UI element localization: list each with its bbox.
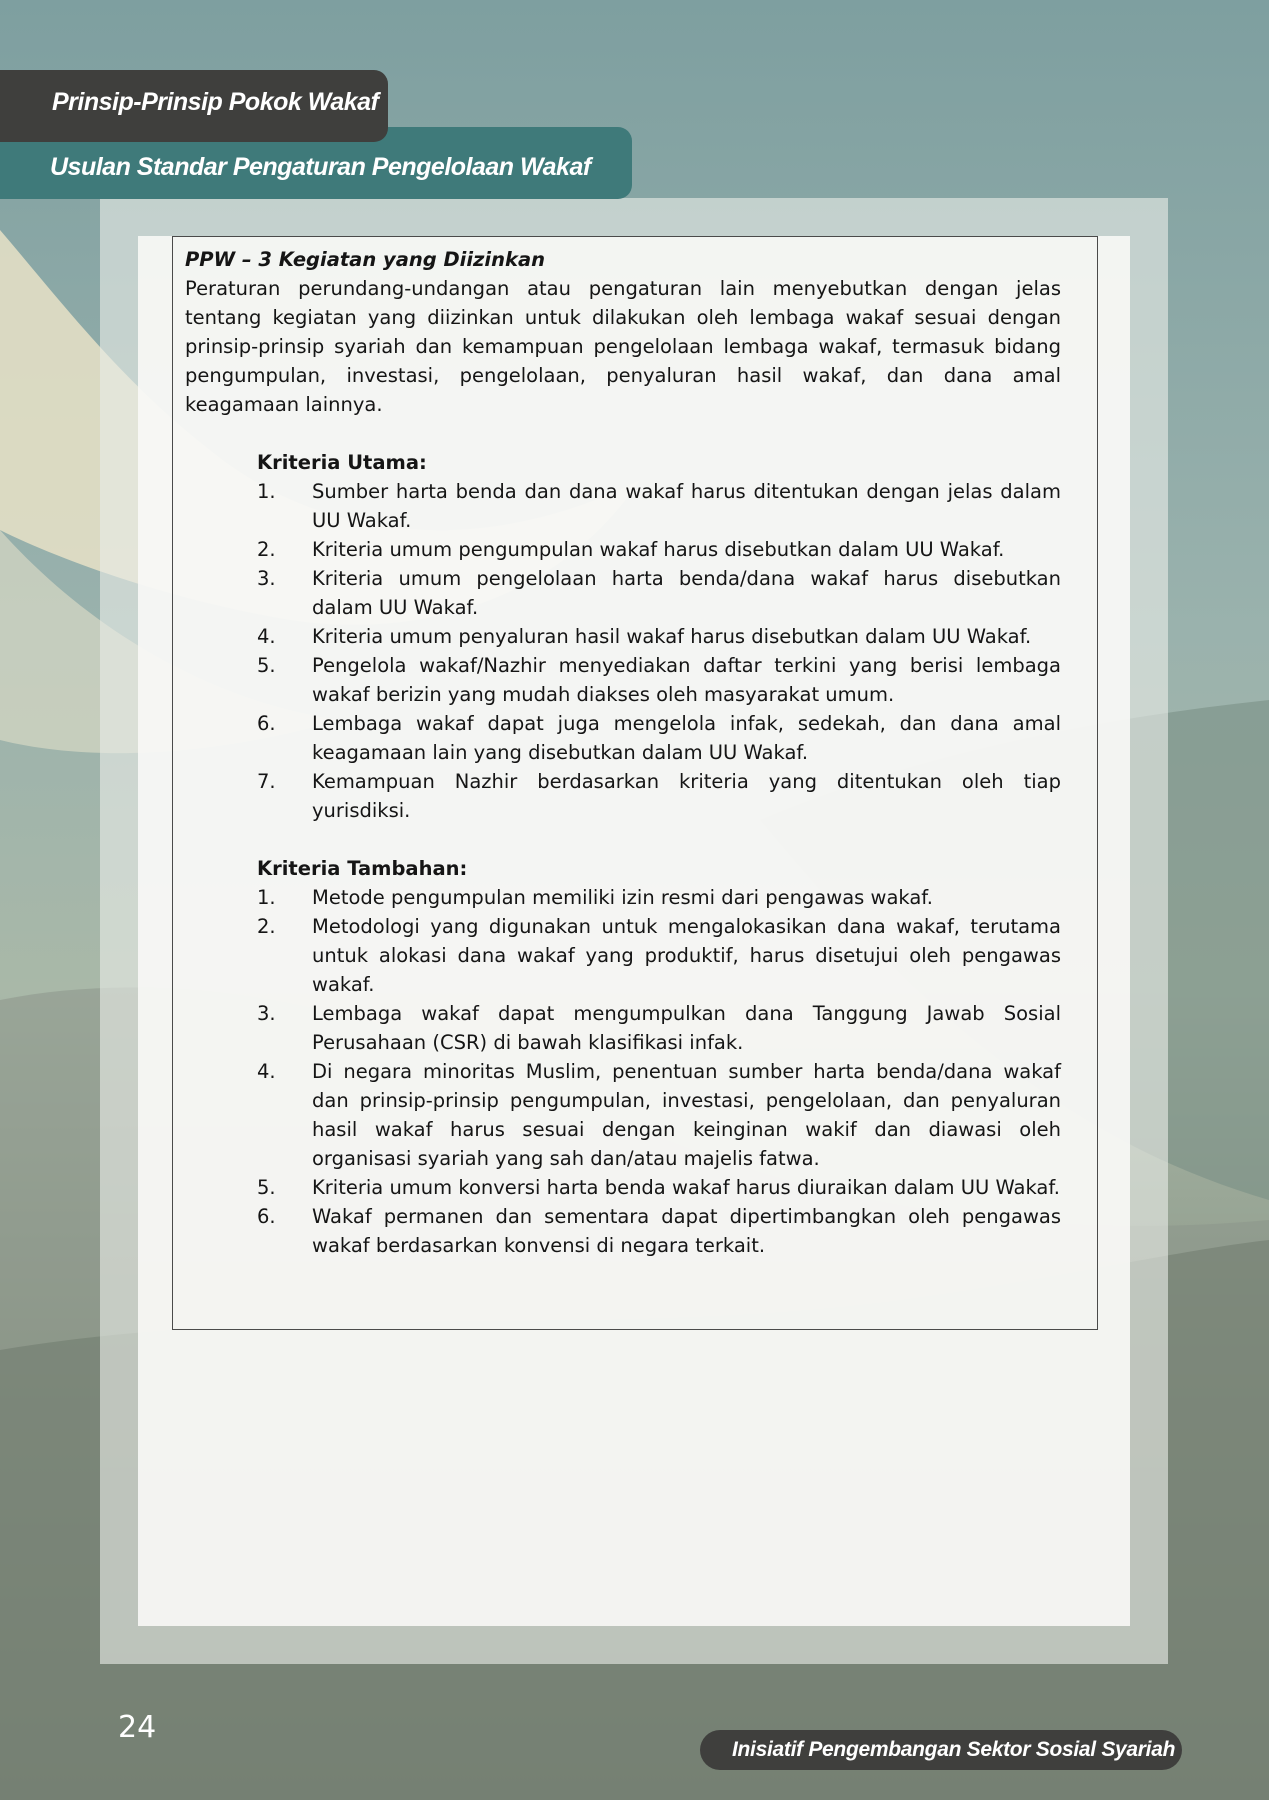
list-item [257,651,1061,709]
list-item [257,535,1061,564]
kriteria-utama-list [257,477,1061,825]
box-title: PPW – 3 Kegiatan yang Diizinkan [185,248,545,271]
list-item [257,477,1061,535]
list-number: 3. [257,567,276,590]
list-text: Kemampuan Nazhir berdasarkan kriteria yang ditentukan oleh tiap yurisdiksi. [312,770,1061,822]
list-number: 6. [257,712,276,735]
kriteria-tambahan-title: Kriteria Tambahan: [257,857,468,880]
footer-publication-pill [700,1730,1182,1770]
list-text: Pengelola wakaf/Nazhir menyediakan daftar terkini yang berisi lembaga wakaf berizin yang mudah diakses oleh masyarakat umum. [312,654,1061,706]
list-text: Lembaga wakaf dapat mengumpulkan dana Tanggung Jawab Sosial Perusahaan (CSR) di bawah klasifikasi infak. [312,1002,1061,1054]
list-text: Wakaf permanen dan sementara dapat dipertimbangkan oleh pengawas wakaf berdasarkan konvensi di negara terkait. [312,1205,1061,1257]
list-item [257,1202,1061,1260]
list-text: Kriteria umum pengelolaan harta benda/dana wakaf harus disebutkan dalam UU Wakaf. [312,567,1061,619]
list-number: 5. [257,1176,276,1199]
list-number: 1. [257,480,276,503]
list-number: 3. [257,1002,276,1025]
list-item [257,1057,1061,1173]
list-number: 5. [257,654,276,677]
publication-title: Inisiatif Pengembangan Sektor Sosial Syariah [732,1738,1176,1761]
list-number: 2. [257,538,276,561]
kriteria-utama-section [257,448,1061,825]
chapter-title: Prinsip-Prinsip Pokok Wakaf [52,88,379,116]
list-text: Kriteria umum penyaluran hasil wakaf harus disebutkan dalam UU Wakaf. [312,625,1032,648]
list-text: Di negara minoritas Muslim, penentuan sumber harta benda/dana wakaf dan prinsip-prinsip pengumpulan, investasi, pengelolaan, dan penyaluran hasil wakaf harus sesuai dengan keinginan wakif dan diawasi oleh organisasi syariah yang sah dan/atau majelis fatwa. [312,1060,1061,1170]
list-text: Sumber harta benda dan dana wakaf harus ditentukan dengan jelas dalam UU Wakaf. [312,480,1061,532]
list-text: Kriteria umum konversi harta benda wakaf harus diuraikan dalam UU Wakaf. [312,1176,1061,1199]
kriteria-tambahan-list [257,883,1061,1260]
intro-paragraph: Peraturan perundang-undangan atau pengaturan lain menyebutkan dengan jelas tentang kegiatan yang diizinkan untuk dilakukan oleh lembaga wakaf sesuai dengan prinsip-prinsip syariah dan kemampuan pengelolaan lembaga wakaf, termasuk bidang pengumpulan, investasi, pengelolaan, penyaluran hasil wakaf, dan dana amal keagamaan lainnya. [185,277,1061,416]
list-number: 2. [257,915,276,938]
kriteria-tambahan-section [257,854,1061,1260]
kriteria-utama-title: Kriteria Utama: [257,451,427,474]
list-item [257,564,1061,622]
list-number: 4. [257,625,276,648]
list-text: Metode pengumpulan memiliki izin resmi dari pengawas wakaf. [312,886,933,909]
list-text: Kriteria umum pengumpulan wakaf harus disebutkan dalam UU Wakaf. [312,538,1005,561]
list-number: 4. [257,1060,276,1083]
list-text: Lembaga wakaf dapat juga mengelola infak, sedekah, dan dana amal keagamaan lain yang disebutkan dalam UU Wakaf. [312,712,1061,764]
list-number: 1. [257,886,276,909]
list-item [257,912,1061,999]
list-item [257,883,1061,912]
section-title: Usulan Standar Pengaturan Pengelolaan Wakaf [50,153,591,181]
list-item [257,1173,1061,1202]
list-item [257,999,1061,1057]
list-item [257,709,1061,767]
list-number: 7. [257,770,276,793]
list-item [257,767,1061,825]
list-number: 6. [257,1205,276,1228]
list-text: Metodologi yang digunakan untuk mengalokasikan dana wakaf, terutama untuk alokasi dana wakaf yang produktif, harus disetujui oleh pengawas wakaf. [312,915,1061,996]
chapter-title-tab [0,70,388,142]
standard-box [172,236,1098,1330]
page-number: 24 [118,1710,157,1745]
list-item [257,622,1061,651]
